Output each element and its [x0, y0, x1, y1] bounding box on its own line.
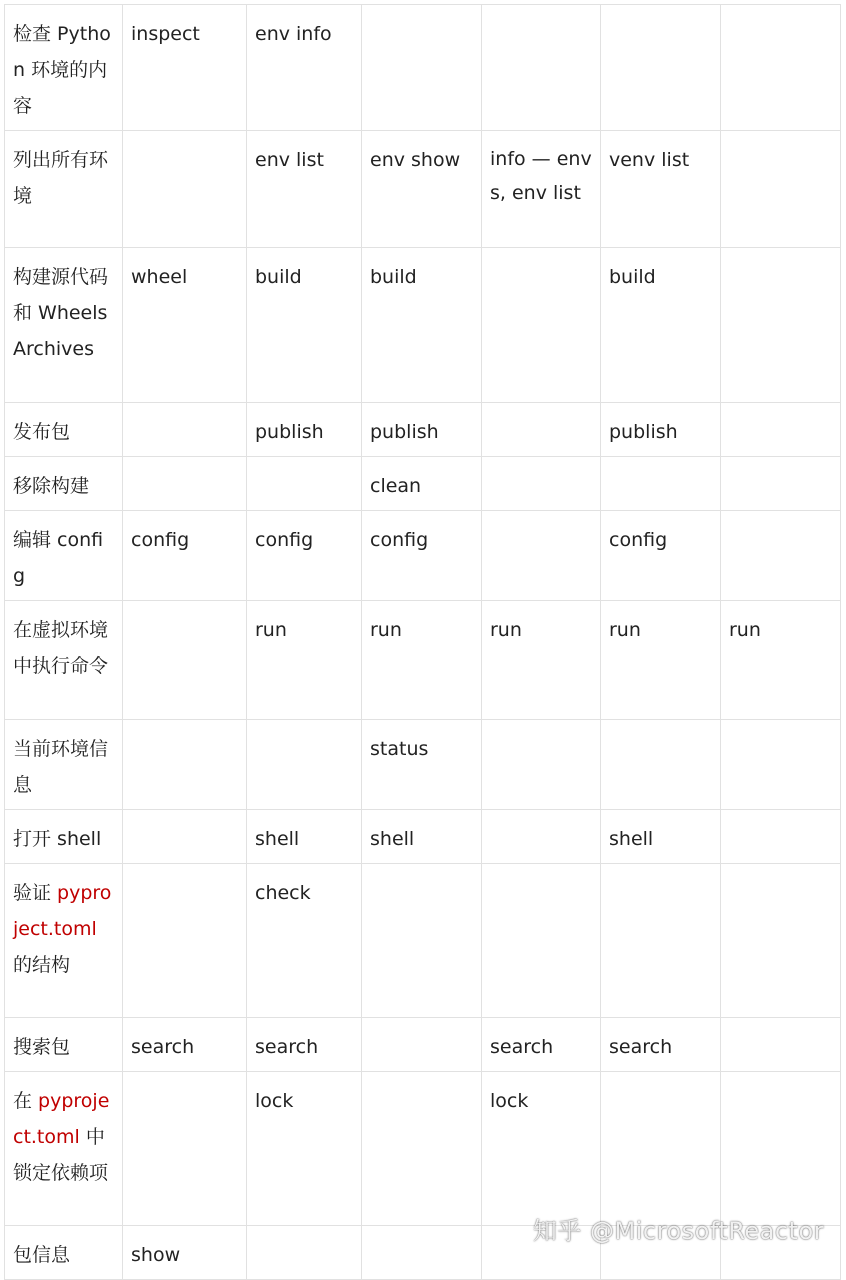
table-cell	[247, 457, 362, 511]
table-row	[5, 248, 841, 403]
watermark: 知乎 @MicrosoftReactor	[532, 1217, 824, 1245]
table-cell	[123, 457, 247, 511]
row-label	[5, 864, 123, 1018]
table-cell	[721, 1018, 841, 1072]
table-row	[5, 511, 841, 601]
table-cell: env show	[362, 131, 482, 248]
table-cell	[362, 5, 482, 131]
table-cell	[721, 720, 841, 810]
table-cell: build	[362, 248, 482, 403]
table-cell	[721, 810, 841, 864]
row-label: 构建源代码和 Wheels Archives	[5, 248, 123, 403]
table-cell	[721, 248, 841, 403]
comparison-table	[4, 4, 841, 1280]
label-text: 中锁定依赖项	[13, 1126, 109, 1184]
table-cell: run	[601, 601, 721, 720]
table-cell	[482, 5, 601, 131]
table-cell	[482, 864, 601, 1018]
table-cell: publish	[362, 403, 482, 457]
table-cell	[601, 720, 721, 810]
table-cell	[721, 1072, 841, 1226]
table-cell: run	[482, 601, 601, 720]
table-cell: run	[247, 601, 362, 720]
table-cell	[721, 403, 841, 457]
table-row	[5, 810, 841, 864]
table-cell: env list	[247, 131, 362, 248]
row-label: 搜索包	[5, 1018, 123, 1072]
table-cell: check	[247, 864, 362, 1018]
table-cell: run	[362, 601, 482, 720]
table-cell: shell	[601, 810, 721, 864]
table-row	[5, 1018, 841, 1072]
table-cell	[721, 131, 841, 248]
table-cell: shell	[247, 810, 362, 864]
row-label: 发布包	[5, 403, 123, 457]
table-cell	[482, 248, 601, 403]
table-cell	[721, 5, 841, 131]
table-cell: shell	[362, 810, 482, 864]
table-row	[5, 5, 841, 131]
table-row	[5, 131, 841, 248]
table-cell: search	[247, 1018, 362, 1072]
table-cell: search	[123, 1018, 247, 1072]
row-label: 移除构建	[5, 457, 123, 511]
table-cell: config	[601, 511, 721, 601]
table-cell	[482, 810, 601, 864]
table-row	[5, 1072, 841, 1226]
table-cell: lock	[247, 1072, 362, 1226]
table-cell: clean	[362, 457, 482, 511]
table-cell	[123, 403, 247, 457]
pyproject-file-link[interactable]: pyproject.toml	[13, 1090, 110, 1148]
table-cell	[482, 457, 601, 511]
table-cell: publish	[601, 403, 721, 457]
table-cell	[247, 720, 362, 810]
table-cell: show	[123, 1226, 247, 1280]
row-label: 在虚拟环境中执行命令	[5, 601, 123, 720]
table-cell	[482, 511, 601, 601]
table-cell: env info	[247, 5, 362, 131]
row-label: 包信息	[5, 1226, 123, 1280]
table-cell	[362, 1226, 482, 1280]
table-cell: config	[123, 511, 247, 601]
table-cell	[721, 511, 841, 601]
row-label	[5, 1072, 123, 1226]
table-cell: lock	[482, 1072, 601, 1226]
table-cell	[601, 1072, 721, 1226]
table-cell: info — envs, env list	[482, 131, 601, 248]
table-cell: publish	[247, 403, 362, 457]
table-cell	[123, 864, 247, 1018]
table-row	[5, 864, 841, 1018]
row-label: 当前环境信息	[5, 720, 123, 810]
table-cell: build	[247, 248, 362, 403]
table-cell	[123, 601, 247, 720]
label-text: 的结构	[13, 954, 71, 976]
pyproject-file-link[interactable]: pyproject.toml	[13, 882, 112, 940]
table-cell	[601, 5, 721, 131]
table-cell	[247, 1226, 362, 1280]
table-row	[5, 720, 841, 810]
table-row	[5, 457, 841, 511]
row-label: 编辑 config	[5, 511, 123, 601]
table-cell	[123, 810, 247, 864]
row-label: 检查 Python 环境的内容	[5, 5, 123, 131]
table-cell: run	[721, 601, 841, 720]
table-cell	[721, 457, 841, 511]
table-row	[5, 403, 841, 457]
table-cell	[362, 864, 482, 1018]
table-cell	[362, 1072, 482, 1226]
table-cell: status	[362, 720, 482, 810]
table-cell: config	[362, 511, 482, 601]
label-text: 在	[13, 1090, 39, 1112]
label-text: 验证	[13, 882, 58, 904]
table-cell	[362, 1018, 482, 1072]
table-cell: build	[601, 248, 721, 403]
table-row	[5, 601, 841, 720]
table-cell	[482, 720, 601, 810]
table-cell	[601, 864, 721, 1018]
table-cell: search	[482, 1018, 601, 1072]
row-label: 列出所有环境	[5, 131, 123, 248]
table-cell	[482, 403, 601, 457]
table-cell	[123, 131, 247, 248]
table-cell	[601, 457, 721, 511]
table-cell	[123, 720, 247, 810]
table-cell: search	[601, 1018, 721, 1072]
table-cell: wheel	[123, 248, 247, 403]
table-cell: config	[247, 511, 362, 601]
table-cell	[721, 864, 841, 1018]
table-cell	[123, 1072, 247, 1226]
row-label: 打开 shell	[5, 810, 123, 864]
table-cell: venv list	[601, 131, 721, 248]
table-cell: inspect	[123, 5, 247, 131]
